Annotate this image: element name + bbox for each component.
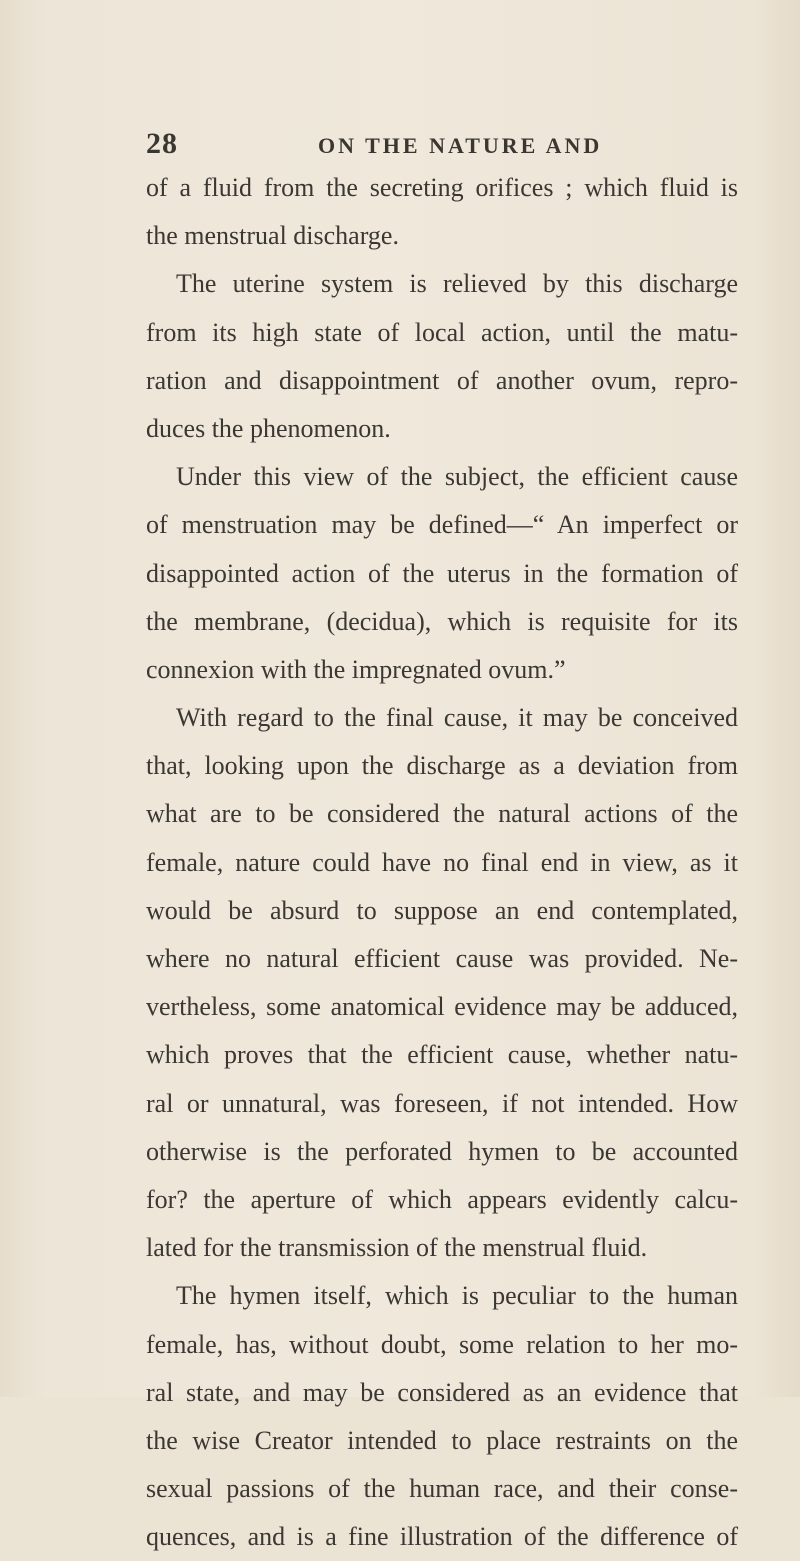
text-line: duces the phenomenon. bbox=[146, 413, 391, 443]
text-line: quences, and is a fine illustration of the difference of bbox=[146, 1522, 738, 1552]
text-line: what are to be considered the natural actions of the bbox=[146, 799, 738, 829]
text-line: otherwise is the perforated hymen to be accounted bbox=[146, 1136, 738, 1166]
text-line: female, nature could have no final end in view, as it bbox=[146, 847, 738, 877]
text-line: female, has, without doubt, some relation to her mo- bbox=[146, 1329, 738, 1359]
text-line: the membrane, (decidua), which is requisite for its bbox=[146, 606, 738, 636]
text-line: would be absurd to suppose an end contemplated, bbox=[146, 895, 738, 925]
text-line: connexion with the impregnated ovum.” bbox=[146, 654, 566, 684]
text-line: for? the aperture of which appears evidently calcu- bbox=[146, 1184, 738, 1214]
text-line: With regard to the final cause, it may be conceived bbox=[176, 703, 738, 733]
text-line: ration and disappointment of another ovum, repro- bbox=[146, 365, 738, 395]
running-head bbox=[146, 128, 746, 168]
text-line: of menstruation may be defined—“ An imperfect or bbox=[146, 510, 738, 540]
page-number: 28 bbox=[146, 127, 178, 160]
text-line: of a fluid from the secreting orifices ; which fluid is bbox=[146, 173, 738, 202]
text-line: lated for the transmission of the menstrual fluid. bbox=[146, 1233, 648, 1263]
text-line: disappointed action of the uterus in the formation of bbox=[146, 558, 738, 588]
text-line: vertheless, some anatomical evidence may be adduced, bbox=[146, 992, 738, 1022]
text-line: The uterine system is relieved by this discharge bbox=[176, 269, 738, 299]
text-line: Under this view of the subject, the efficient cause bbox=[176, 462, 738, 492]
body-text bbox=[146, 164, 738, 1561]
text-line: ral or unnatural, was foreseen, if not intended. How bbox=[146, 1088, 738, 1118]
text-line: where no natural efficient cause was provided. Ne- bbox=[146, 944, 738, 973]
text-line: the wise Creator intended to place restraints on the bbox=[146, 1425, 738, 1455]
text-line: which proves that the efficient cause, whether natu- bbox=[146, 1040, 738, 1070]
text-line: sexual passions of the human race, and their conse- bbox=[146, 1474, 738, 1504]
text-line: The hymen itself, which is peculiar to the human bbox=[176, 1281, 738, 1311]
running-title: ON THE NATURE AND bbox=[318, 133, 603, 158]
text-line: from its high state of local action, until the matu- bbox=[146, 317, 738, 347]
text-line: the menstrual discharge. bbox=[146, 221, 399, 251]
text-line: ral state, and may be considered as an evidence that bbox=[146, 1377, 738, 1407]
text-line: that, looking upon the discharge as a deviation from bbox=[146, 751, 738, 781]
